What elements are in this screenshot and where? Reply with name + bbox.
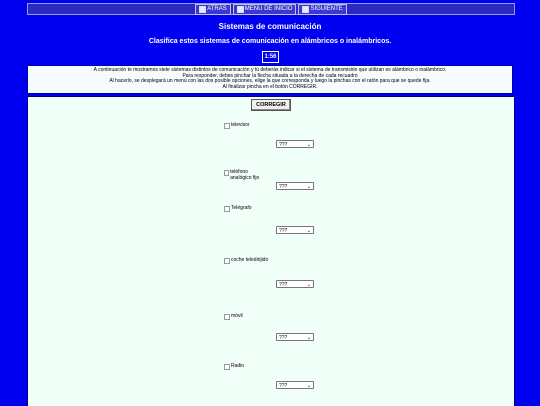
select-value: ??? (279, 383, 288, 389)
next-button[interactable] (298, 4, 346, 15)
item-label: Telégrafo (231, 205, 252, 211)
broken-image-icon (302, 6, 309, 13)
back-button[interactable] (195, 4, 231, 15)
correct-button[interactable]: CORREGIR (251, 99, 291, 111)
item-image (224, 313, 254, 320)
page-subtitle: Clasifica estos sistemas de comunicación en alámbricos o inalámbricos. (148, 38, 392, 45)
instruction-line: Al hacerlo, se desplegará un menú con las dos posible opciones, elige la que corresponda y luego la pinchas con el ratón para que se quede fija. (109, 78, 431, 85)
instruction-line: A continuación te mostramos siete sistemas distintos de comunicación y tú deberás indicar si el sistema de transmisión que utilizan es alámbrico o inalámbrico. (93, 67, 447, 73)
chevron-down-icon: ⌄ (306, 282, 311, 288)
item-label: coche teledirijido (231, 257, 269, 263)
chevron-down-icon: ⌄ (306, 383, 311, 389)
item-label: Radio (231, 363, 245, 369)
item-label: móvil (231, 313, 243, 319)
broken-image-icon (224, 206, 230, 212)
chevron-down-icon: ⌄ (306, 335, 311, 341)
answer-select[interactable] (276, 182, 314, 190)
select-value: ??? (279, 184, 288, 190)
broken-image-icon (224, 170, 229, 176)
next-button-label: SIGUIENTE (310, 6, 343, 12)
select-value: ??? (279, 142, 288, 148)
broken-image-icon (224, 258, 230, 264)
page-title: Sistemas de comunicación (218, 22, 322, 31)
back-button-label: ATRÁS (207, 6, 227, 12)
answer-select[interactable] (276, 333, 314, 341)
menu-button[interactable] (233, 4, 297, 15)
timer: 1:56 (262, 51, 279, 63)
answer-select[interactable] (276, 381, 314, 389)
answer-select[interactable] (276, 140, 314, 148)
item-label: televisor (231, 122, 250, 128)
chevron-down-icon: ⌄ (306, 142, 311, 148)
chevron-down-icon: ⌄ (306, 228, 311, 234)
item-image (224, 122, 264, 129)
item-image (224, 169, 268, 181)
broken-image-icon (199, 6, 206, 13)
broken-image-icon (237, 6, 244, 13)
select-value: ??? (279, 228, 288, 234)
instruction-line: Al finalizar pincha en el botón CORREGIR. (222, 83, 318, 90)
broken-image-icon (224, 123, 230, 129)
instruction-line: Para responder, debes pinchar la flecha situada a la derecha de cada recuadro (182, 72, 358, 79)
item-label: teléfono analógico fijo (230, 169, 260, 181)
broken-image-icon (224, 364, 230, 370)
broken-image-icon (224, 314, 230, 320)
chevron-down-icon: ⌄ (306, 184, 311, 190)
answer-select[interactable] (276, 280, 314, 288)
item-image (224, 205, 274, 212)
select-value: ??? (279, 335, 288, 341)
item-image (224, 257, 284, 264)
navigation-bar (27, 3, 515, 15)
select-value: ??? (279, 282, 288, 288)
menu-button-label: MENÚ DE INICIO (244, 6, 293, 12)
answer-select[interactable] (276, 226, 314, 234)
item-image (224, 363, 254, 370)
instructions-box (27, 65, 513, 94)
exercise-panel (27, 96, 515, 406)
